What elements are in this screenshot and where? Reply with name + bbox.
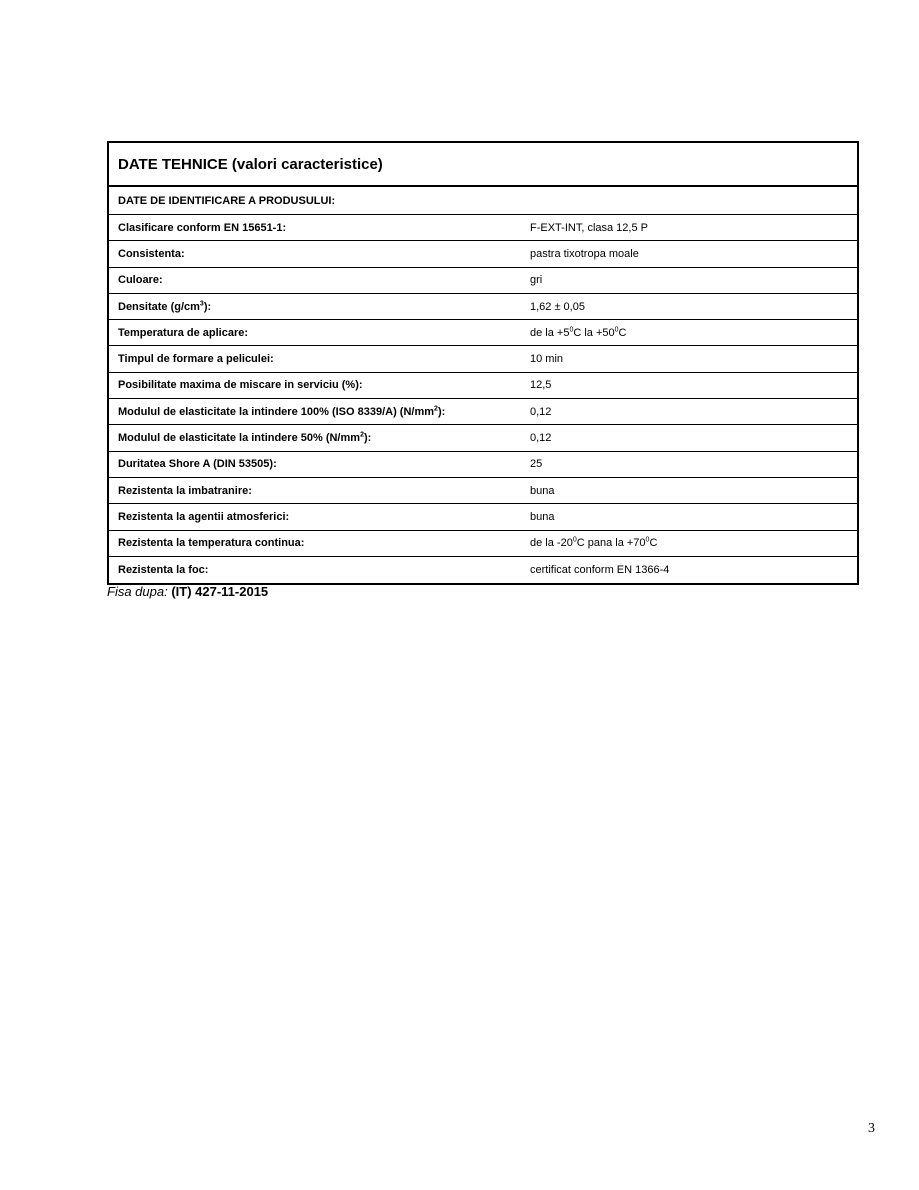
row-value: 12,5 <box>530 379 552 392</box>
row-value: 0,12 <box>530 405 552 418</box>
row-value: gri <box>530 274 543 287</box>
table-row <box>109 504 857 530</box>
table-title: DATE TEHNICE (valori caracteristice) <box>109 143 857 187</box>
row-value: buna <box>530 484 555 497</box>
table-row <box>109 241 857 267</box>
row-value: 1,62 ± 0,05 <box>530 300 585 313</box>
table-row <box>109 557 857 583</box>
table-row <box>109 452 857 478</box>
row-value: buna <box>530 510 555 523</box>
row-label: Posibilitate maxima de miscare in serviciu (%): <box>118 379 363 392</box>
page-number: 3 <box>868 1121 875 1136</box>
source-note <box>107 584 268 599</box>
section-heading: DATE DE IDENTIFICARE A PRODUSULUI: <box>109 187 857 215</box>
row-label: Rezistenta la imbatranire: <box>118 484 252 497</box>
table-row <box>109 425 857 451</box>
row-value: de la $+5^0C$ la $+50^0C$ <box>530 326 627 339</box>
row-value: certificat conform EN 1366-4 <box>530 564 670 576</box>
row-label: Rezistenta la foc: <box>118 564 209 576</box>
row-label: Timpul de formare a peliculei: <box>118 353 274 366</box>
source-note-reference: (IT) 427-11-2015 <box>171 584 269 599</box>
row-label: Modulul de elasticitate la intindere 50% $(N/mm^2)$: <box>118 431 372 445</box>
table-row <box>109 478 857 504</box>
table-row <box>109 320 857 346</box>
row-value: pastra tixotropa moale <box>530 247 639 260</box>
source-note-label: Fisa dupa: <box>107 584 168 599</box>
table-row <box>109 373 857 399</box>
table-row <box>109 294 857 320</box>
row-label: Culoare: <box>118 274 163 287</box>
row-value: F-EXT-INT, clasa 12,5 P <box>530 221 648 234</box>
table-row <box>109 268 857 294</box>
row-label: Rezistenta la agentii atmosferici: <box>118 510 290 523</box>
row-label: Modulul de elasticitate la intindere 100% (ISO 8339/A) $(N/mm^2)$: <box>118 405 446 418</box>
technical-data-table <box>107 141 859 585</box>
row-value: 0,12 <box>530 432 552 445</box>
row-label: Densitate $(g/cm^3)$: <box>118 299 212 313</box>
table-row <box>109 399 857 425</box>
row-label: Temperatura de aplicare: <box>118 326 249 339</box>
row-label: Clasificare conform EN 15651-1: <box>118 221 287 234</box>
row-value: 10 min <box>530 353 564 366</box>
row-label: Consistenta: <box>118 247 185 260</box>
row-value: de la $-20^0C$ pana la $+70^0C$ <box>530 536 658 550</box>
table-row <box>109 215 857 241</box>
table-row <box>109 531 857 557</box>
row-label: Duritatea Shore A (DIN 53505): <box>118 458 277 471</box>
row-label: Rezistenta la temperatura continua: <box>118 537 305 550</box>
row-value: 25 <box>530 458 543 471</box>
table-row <box>109 346 857 372</box>
